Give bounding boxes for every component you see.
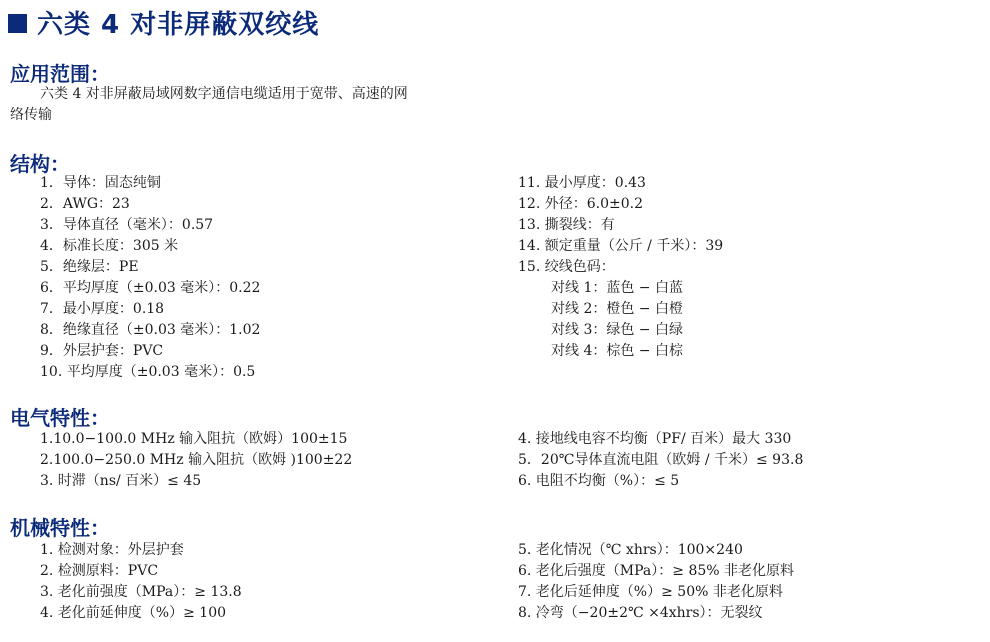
spec-item: 5．20℃导体直流电阻（欧姆 / 千米）≤ 93.8 <box>518 452 804 468</box>
spec-item: 3. 时滞（ns/ 百米）≤ 45 <box>40 473 202 489</box>
color-pair-item: 对线 4：棕色 − 白棕 <box>551 343 683 359</box>
spec-item: 1.10.0−100.0 MHz 输入阻抗（欧姆）100±15 <box>40 431 348 447</box>
structure-heading: 结构： <box>10 152 70 176</box>
spec-item: 9．外层护套：PVC <box>40 343 164 359</box>
application-heading: 应用范围： <box>10 62 110 86</box>
structure-right-list <box>518 173 723 362</box>
title-text: 六类 4 对非屏蔽双绞线 <box>37 9 320 40</box>
spec-item: 1. 检测对象：外层护套 <box>40 542 184 558</box>
spec-item: 2.100.0−250.0 MHz 输入阻抗（欧姆 )100±22 <box>40 452 353 468</box>
spec-item: 13. 撕裂线：有 <box>518 217 615 233</box>
spec-item: 5. 老化情况（℃ xhrs）：100×240 <box>518 542 743 558</box>
spec-item: 15. 绞线色码： <box>518 259 615 275</box>
application-text <box>10 84 460 126</box>
spec-item: 10. 平均厚度（±0.03 毫米）：0.5 <box>40 364 256 380</box>
spec-item: 12. 外径：6.0±0.2 <box>518 196 643 212</box>
spec-item: 11. 最小厚度：0.43 <box>518 175 646 191</box>
spec-item: 4. 接地线电容不均衡（PF/ 百米）最大 330 <box>518 431 792 447</box>
spec-item: 6. 电阻不均衡（%）：≤ 5 <box>518 473 680 489</box>
page-title <box>8 5 319 39</box>
spec-item: 3. 老化前强度（MPa）：≥ 13.8 <box>40 584 242 600</box>
spec-item: 4. 老化前延伸度（%）≥ 100 <box>40 605 227 621</box>
spec-item: 8．绝缘直径（±0.03 毫米）：1.02 <box>40 322 261 338</box>
mechanical-right-list <box>518 540 794 624</box>
spec-item: 3．导体直径（毫米）：0.57 <box>40 217 214 233</box>
electrical-heading: 电气特性： <box>10 406 110 430</box>
mechanical-heading: 机械特性： <box>10 516 110 540</box>
spec-item: 7．最小厚度：0.18 <box>40 301 165 317</box>
mechanical-left-list <box>40 540 242 624</box>
spec-item: 7. 老化后延伸度（%）≥ 50% 非老化原料 <box>518 584 783 600</box>
electrical-right-list <box>518 429 803 492</box>
spec-item: 14. 额定重量（公斤 / 千米）：39 <box>518 238 724 254</box>
spec-item: 4．标准长度：305 米 <box>40 238 179 254</box>
spec-item: 6．平均厚度（±0.03 毫米）：0.22 <box>40 280 261 296</box>
square-bullet-icon <box>8 14 27 33</box>
color-pair-item: 对线 2：橙色 − 白橙 <box>551 301 683 317</box>
structure-left-list <box>40 173 260 383</box>
spec-item: 1．导体：固态纯铜 <box>40 175 161 191</box>
spec-item: 2. 检测原料：PVC <box>40 563 159 579</box>
spec-item: 6. 老化后强度（MPa）：≥ 85% 非老化原料 <box>518 563 795 579</box>
spec-item: 8. 冷弯（−20±2℃ ×4xhrs）：无裂纹 <box>518 605 763 621</box>
spec-item: 2．AWG：23 <box>40 196 130 212</box>
color-pair-item: 对线 3：绿色 − 白绿 <box>551 322 683 338</box>
application-line-1: 六类 4 对非屏蔽局域网数字通信电缆适用于宽带、高速的网 <box>40 86 408 102</box>
color-pair-item: 对线 1：蓝色 − 白蓝 <box>551 280 683 296</box>
application-line-2: 络传输 <box>10 107 52 123</box>
electrical-left-list <box>40 429 352 492</box>
spec-item: 5．绝缘层：PE <box>40 259 139 275</box>
